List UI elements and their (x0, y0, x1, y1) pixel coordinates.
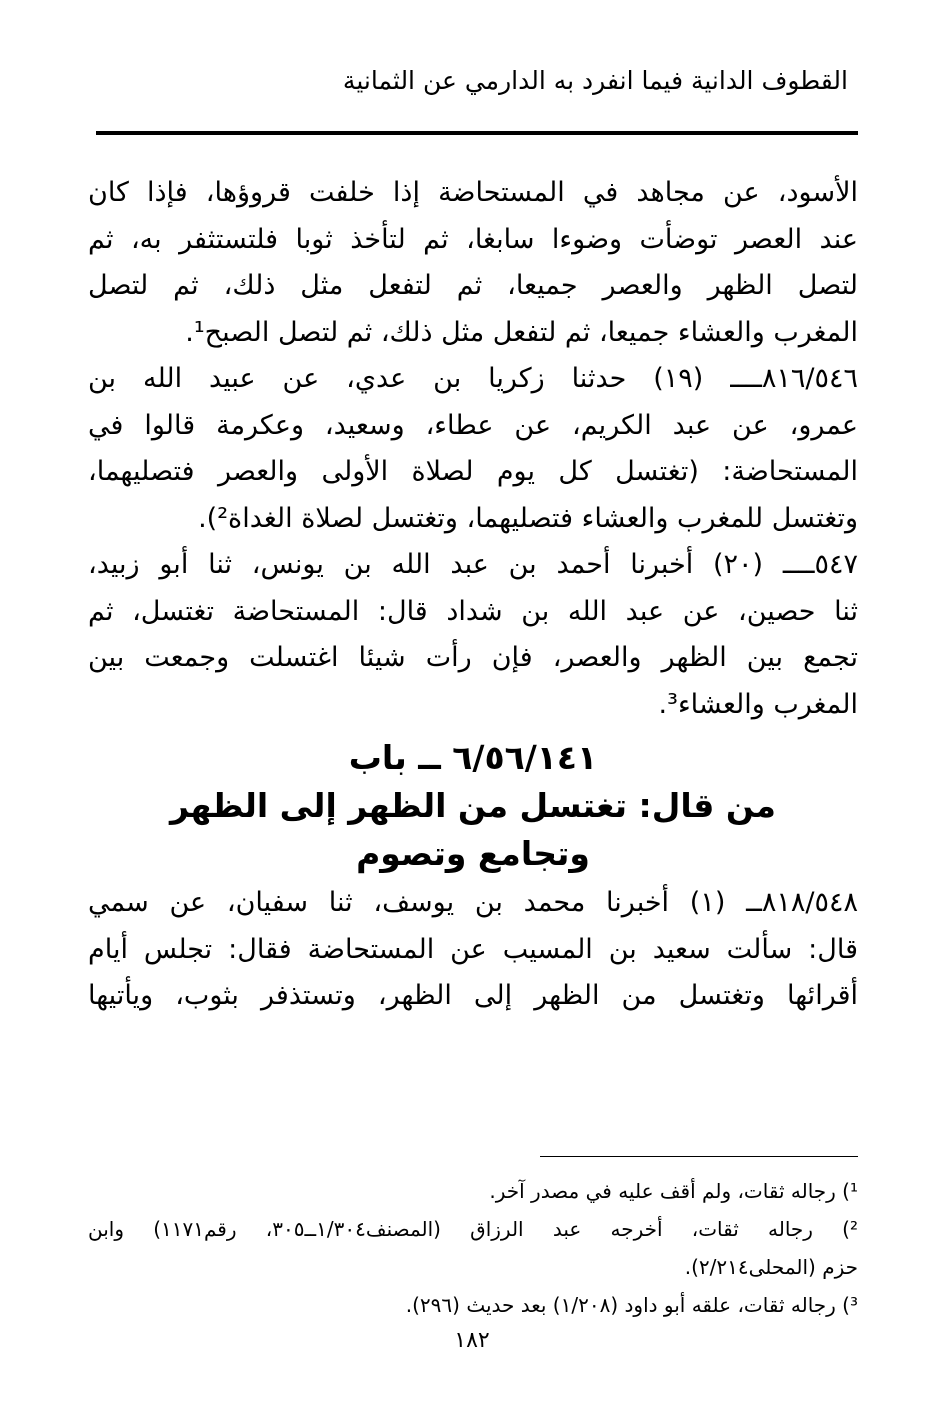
text-line: لتصل الظهر والعصر جميعا، ثم لتفعل مثل ذلك، ثم لتصل (88, 270, 858, 301)
text-line: تجمع بين الظهر والعصر، فإن رأت شيئا اغتسلت وجمعت بين (88, 642, 858, 673)
text-line: وتغتسل للمغرب والعشاء فتصليهما، وتغتسل لصلاة الغداة²). (198, 502, 858, 534)
header-rule (96, 131, 858, 135)
text-line: المغرب والعشاء جميعا، ثم لتفعل مثل ذلك، ثم لتصل الصبح¹. (185, 316, 858, 348)
text-line: الأسود، عن مجاهد في المستحاضة إذا خلفت قروؤها، فإذا كان (88, 177, 858, 208)
chapter-title: وتجامع وتصوم (356, 834, 590, 873)
text-line: قال: سألت سعيد بن المسيب عن المستحاضة فقال: تجلس أيام (88, 933, 858, 965)
footnote: ¹) رجاله ثقات، ولم أقف عليه في مصدر آخر. (489, 1179, 858, 1203)
hadith-line: ٨١٨/٥٤٨ــ (١) أخبرنا محمد بن يوسف، ثنا سفيان، عن سمي (88, 887, 858, 918)
footnote: ³) رجاله ثقات، علقه أبو داود (١/٢٠٨) بعد حديث (٢٩٦). (405, 1293, 858, 1317)
text-line: عند العصر توضأت وضوءا سابغا، ثم لتأخذ ثوبا فلتستثفر به، ثم (88, 223, 858, 255)
running-header: القطوف الدانية فيما انفرد به الدارمي عن الثمانية (342, 66, 848, 95)
text-line: أقرائها وتغتسل من الظهر إلى الظهر، وتستذفر بثوب، ويأتيها (88, 980, 858, 1011)
chapter-title: من قال: تغتسل من الظهر إلى الظهر (170, 786, 776, 825)
chapter-number: ٦/٥٦/١٤١ ــ باب (348, 738, 598, 777)
footnote-rule (540, 1156, 858, 1157)
main-text (88, 170, 858, 1020)
footnotes (88, 1172, 858, 1324)
footnote: ²) رجاله ثقات، أخرجه عبد الرزاق (المصنف١/٣٠٤ــ٣٠٥، رقم١١٧١) وابن (88, 1217, 858, 1241)
page-number: ١٨٢ (454, 1328, 490, 1353)
text-line: المستحاضة: (تغتسل كل يوم لصلاة الأولى والعصر فتصليهما، (88, 456, 858, 487)
footnote-continuation: حزم (المحلى٢/٢١٤). (684, 1255, 858, 1279)
hadith-line: ٨١٦/٥٤٦ــــ (١٩) حدثنا زكريا بن عدي، عن عبيد الله بن (88, 363, 858, 394)
hadith-line: ٥٤٧ــــ (٢٠) أخبرنا أحمد بن عبد الله بن يونس، ثنا أبو زبيد، (88, 549, 858, 580)
text-line: ثنا حصين، عن عبد الله بن شداد قال: المستحاضة تغتسل، ثم (88, 595, 858, 627)
text-line: المغرب والعشاء³. (658, 688, 858, 720)
text-line: عمرو، عن عبد الكريم، عن عطاء، وسعيد، وعكرمة قالوا في (88, 409, 858, 441)
